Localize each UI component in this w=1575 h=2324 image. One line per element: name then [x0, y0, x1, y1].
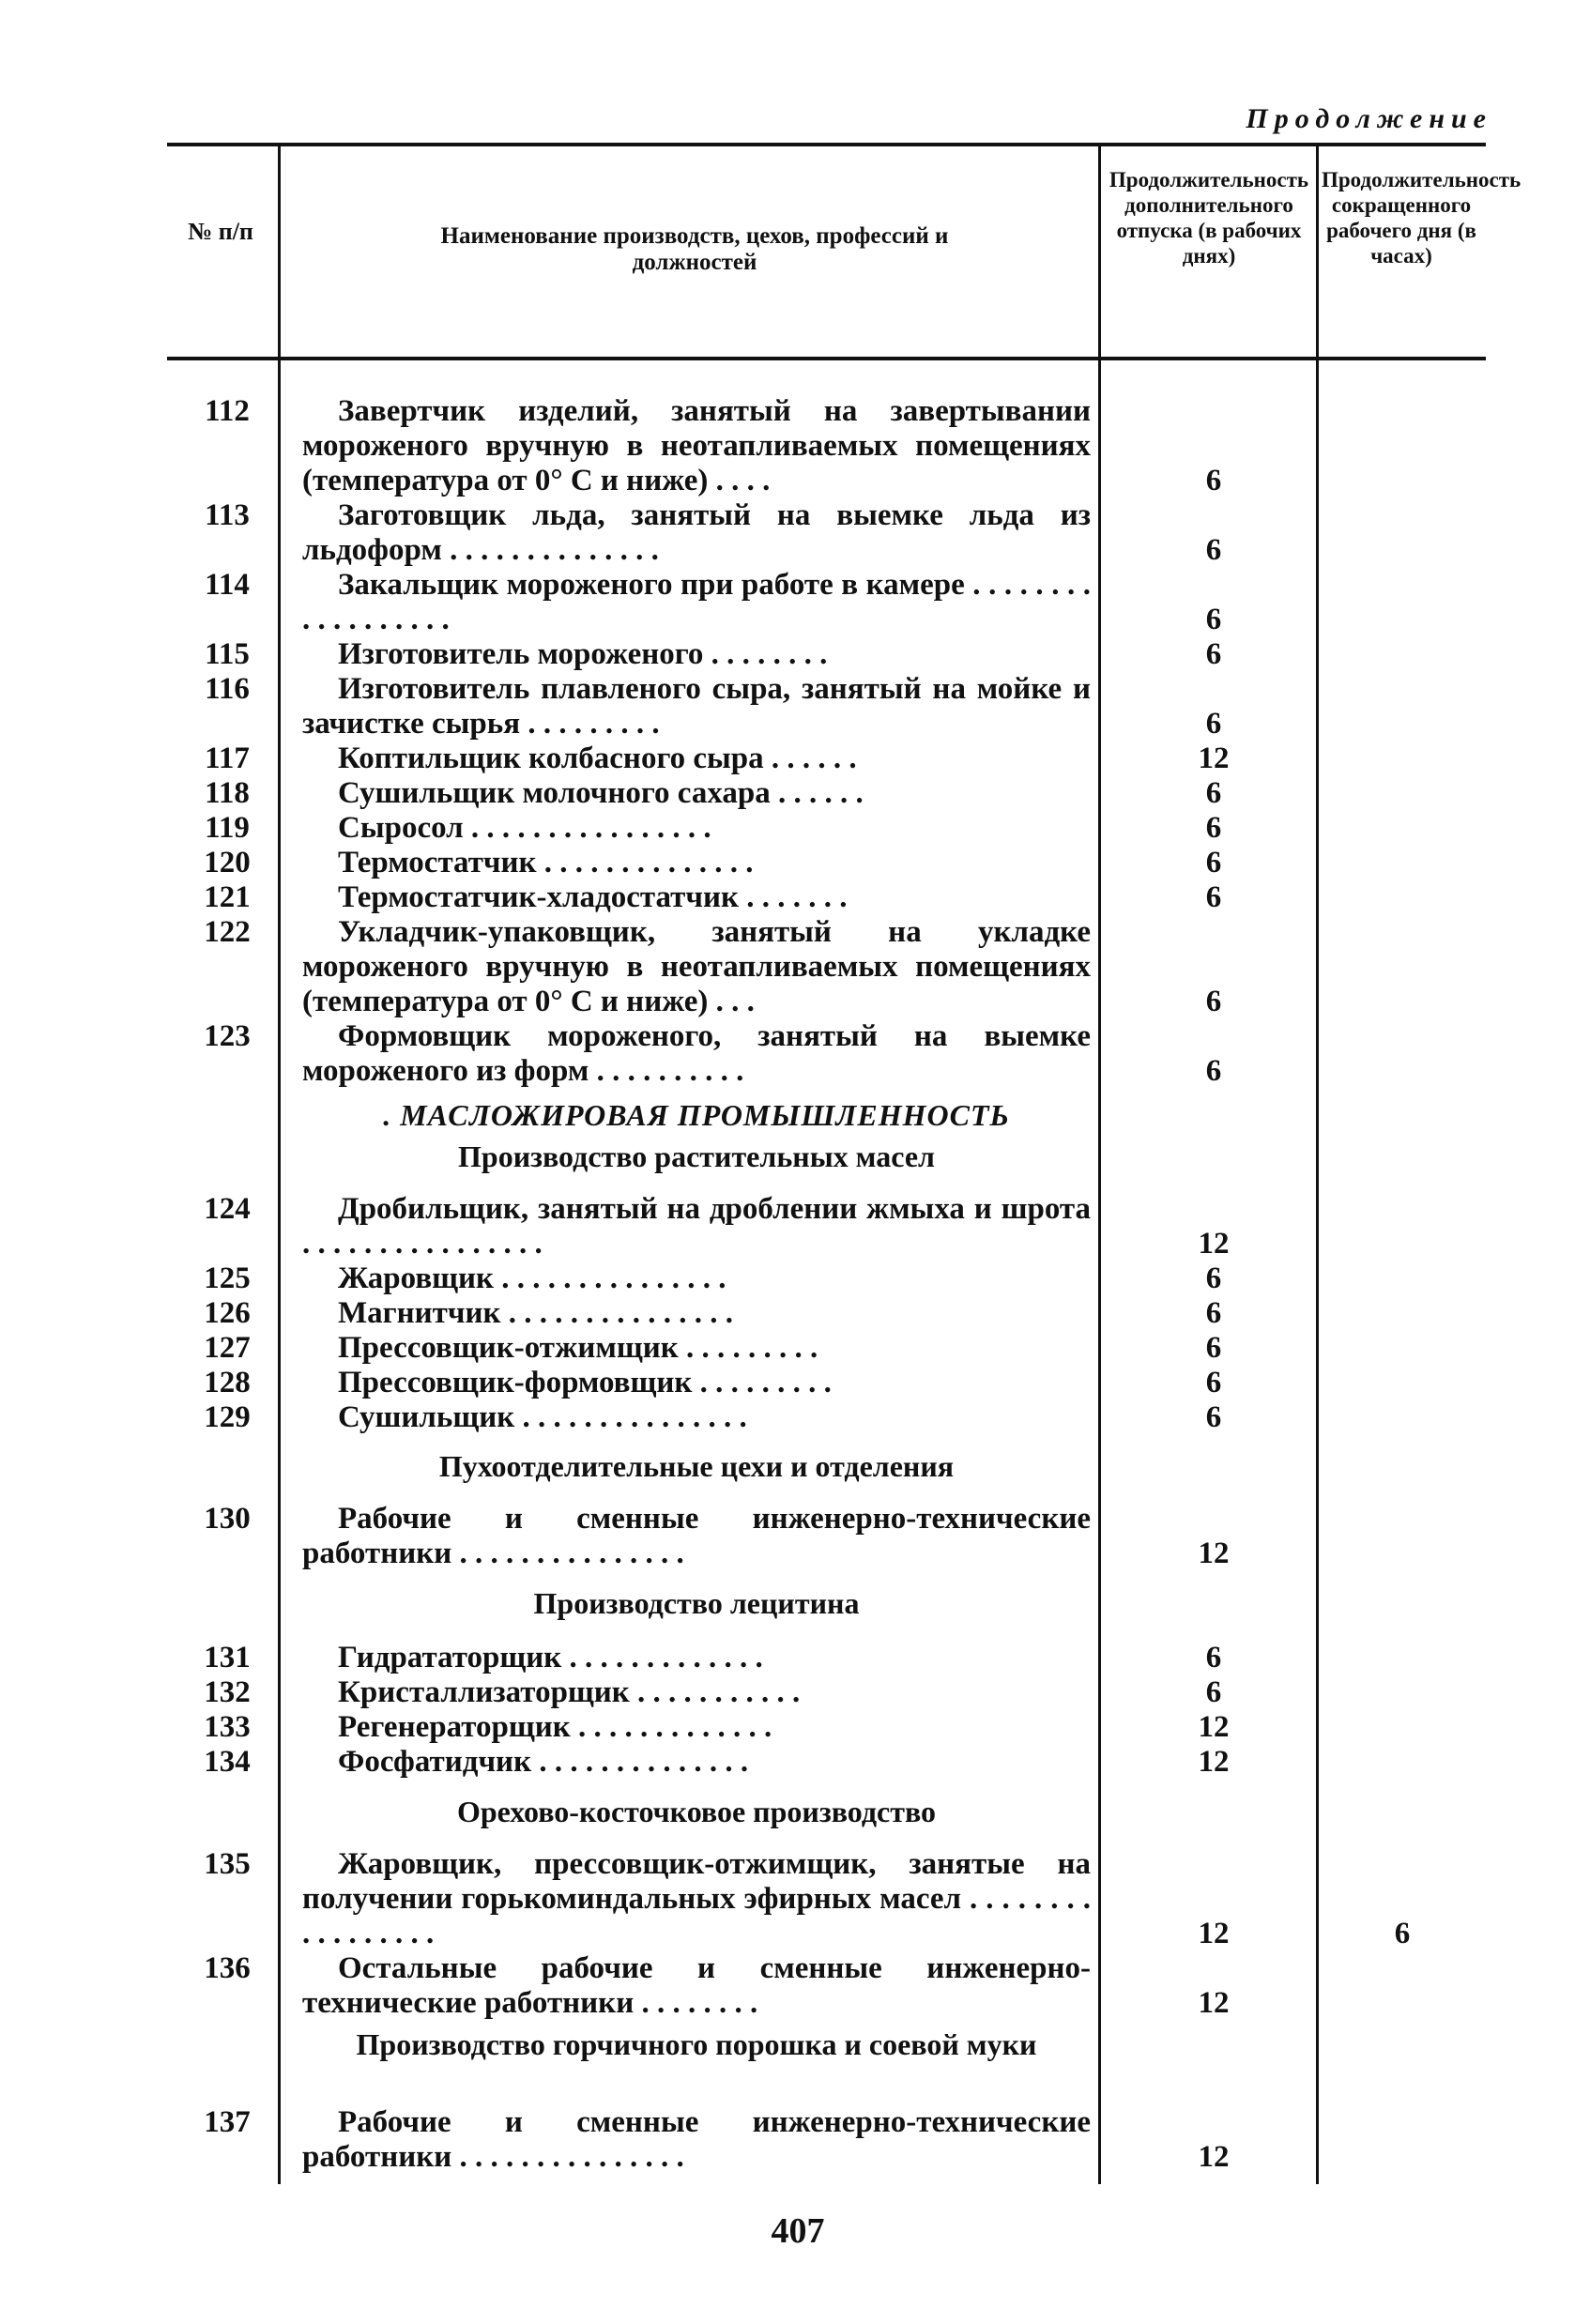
row-number: 128	[204, 1366, 251, 1399]
row-number: 122	[204, 915, 251, 949]
row-name: Заготовщик льда, занятый на выемке льда из льдоформ . . . . . . . . . . . . . .	[302, 498, 1091, 567]
row-name: Коптильщик колбасного сыра . . . . . .	[338, 742, 857, 775]
row-name: Изготовитель мороженого . . . . . . . .	[338, 637, 828, 671]
row-name: Жаровщик . . . . . . . . . . . . . . .	[338, 1261, 726, 1295]
col-divider-3	[1316, 143, 1319, 2184]
row-name: Регенераторщик . . . . . . . . . . . . .	[338, 1710, 772, 1744]
row-number: 132	[204, 1675, 251, 1709]
row-number: 114	[205, 568, 250, 602]
row-days: 6	[1205, 1641, 1222, 1674]
section-heading: Орехово-косточковое производство	[456, 1795, 936, 1828]
section-heading: Производство лецитина	[533, 1586, 860, 1620]
row-days: 12	[1198, 1537, 1230, 1570]
row-name: Изготовитель плавленого сыра, занятый на мойке и зачистке сырья . . . . . . . . .	[302, 672, 1091, 741]
page-number: 407	[771, 2211, 825, 2251]
row-days: 12	[1198, 1227, 1230, 1261]
row-number: 121	[204, 880, 251, 914]
row-days: 12	[1198, 2140, 1230, 2174]
row-name: Рабочие и сменные инженерно-технические работники . . . . . . . . . . . . . . .	[302, 1502, 1091, 1570]
row-name: Прессовщик-отжимщик . . . . . . . . .	[338, 1331, 818, 1365]
row-number: 113	[205, 498, 250, 532]
row-name: Прессовщик-формовщик . . . . . . . . .	[338, 1366, 832, 1399]
row-days: 6	[1205, 846, 1222, 879]
header-shortday: Продолжительность сокращенного рабочего дня (в часах)	[1322, 168, 1521, 268]
row-days: 6	[1205, 533, 1222, 567]
row-days: 6	[1205, 880, 1222, 914]
row-days: 6	[1205, 1296, 1222, 1330]
row-days: 12	[1198, 1917, 1230, 1950]
row-name: Завертчик изделий, занятый на завертывании мороженого вручную в неотапливаемых помещениях (температура от 0° С и ниже) . . . .	[302, 394, 1091, 497]
header-vacation: Продолжительность дополнительного отпуска (в рабочих днях)	[1109, 168, 1309, 268]
row-name: Закальщик мороженого при работе в камере . . . . . . . . . . . . . . . . . .	[302, 568, 1091, 636]
row-number: 130	[204, 1502, 251, 1536]
header-bottom-rule	[167, 357, 1486, 360]
row-number: 118	[205, 776, 250, 810]
header-name: Наименование производств, цехов, профессий и должностей	[440, 223, 949, 275]
row-days: 6	[1205, 707, 1222, 741]
section-heading: . МАСЛОЖИРОВАЯ ПРОМЫШЛЕННОСТЬ	[383, 1098, 1010, 1132]
row-days: 6	[1205, 637, 1222, 671]
row-number: 137	[204, 2105, 251, 2139]
section-heading: Пухоотделительные цехи и отделения	[438, 1449, 955, 1483]
row-name: Фосфатидчик . . . . . . . . . . . . . .	[338, 1745, 749, 1779]
row-number: 125	[204, 1261, 251, 1295]
row-number: 112	[205, 394, 250, 428]
row-number: 133	[204, 1710, 251, 1744]
row-days: 12	[1198, 1745, 1230, 1779]
row-number: 120	[204, 846, 251, 879]
row-number: 123	[204, 1019, 251, 1053]
row-number: 129	[204, 1400, 251, 1434]
row-name: Термостатчик-хладостатчик . . . . . . .	[338, 880, 848, 914]
continuation-note: Продолжение	[1246, 103, 1492, 134]
row-number: 127	[204, 1331, 251, 1365]
header-num: № п/п	[188, 218, 253, 245]
row-name: Укладчик-упаковщик, занятый на укладке мороженого вручную в неотапливаемых помещениях (температура от 0° С и ниже) . . .	[302, 915, 1091, 1018]
row-name: Дробильщик, занятый на дроблении жмыха и шрота . . . . . . . . . . . . . . . .	[302, 1192, 1091, 1261]
row-number: 126	[204, 1296, 251, 1330]
row-number: 134	[204, 1745, 251, 1779]
row-name: Рабочие и сменные инженерно-технические работники . . . . . . . . . . . . . . .	[302, 2105, 1091, 2174]
row-name: Жаровщик, прессовщик-отжимщик, занятые на получении горькоминдальных эфирных масел . . . . . . . . . . . . . . . . .	[302, 1847, 1091, 1950]
row-number: 135	[204, 1847, 251, 1881]
row-name: Термостатчик . . . . . . . . . . . . . .	[338, 846, 754, 879]
row-days: 6	[1205, 811, 1222, 845]
row-number: 117	[205, 742, 250, 775]
row-days: 6	[1205, 1400, 1222, 1434]
section-heading: Производство горчичного порошка и соевой муки	[356, 2027, 1037, 2061]
row-name: Сушильщик молочного сахара . . . . . .	[338, 776, 864, 810]
row-number: 115	[205, 637, 250, 671]
row-name: Сыросол . . . . . . . . . . . . . . . .	[338, 811, 711, 845]
row-name: Остальные рабочие и сменные инженерно-технические работники . . . . . . . .	[302, 1951, 1091, 2020]
row-name: Кристаллизаторщик . . . . . . . . . . .	[338, 1675, 801, 1709]
row-number: 136	[204, 1951, 251, 1985]
row-days: 6	[1205, 1675, 1222, 1709]
row-days: 12	[1198, 1986, 1230, 2020]
row-number: 119	[205, 811, 250, 845]
row-days: 6	[1205, 1366, 1222, 1399]
row-days: 12	[1198, 742, 1230, 775]
row-name: Магнитчик . . . . . . . . . . . . . . .	[338, 1296, 734, 1330]
row-number: 124	[204, 1192, 251, 1226]
row-days: 6	[1205, 1261, 1222, 1295]
row-hours: 6	[1394, 1917, 1411, 1950]
col-divider-2	[1098, 143, 1101, 2184]
table-top-rule	[167, 143, 1486, 146]
row-number: 116	[205, 672, 250, 706]
row-days: 6	[1205, 1054, 1222, 1088]
row-days: 6	[1205, 464, 1222, 497]
row-name: Гидрататорщик . . . . . . . . . . . . .	[338, 1641, 763, 1674]
row-days: 6	[1205, 1331, 1222, 1365]
row-days: 12	[1198, 1710, 1230, 1744]
row-days: 6	[1205, 603, 1222, 636]
row-days: 6	[1205, 985, 1222, 1018]
row-number: 131	[204, 1641, 251, 1674]
row-name: Формовщик мороженого, занятый на выемке мороженого из форм . . . . . . . . . .	[302, 1019, 1091, 1088]
section-heading: Производство растительных масел	[458, 1139, 935, 1173]
row-name: Сушильщик . . . . . . . . . . . . . . .	[338, 1400, 747, 1434]
row-days: 6	[1205, 776, 1222, 810]
